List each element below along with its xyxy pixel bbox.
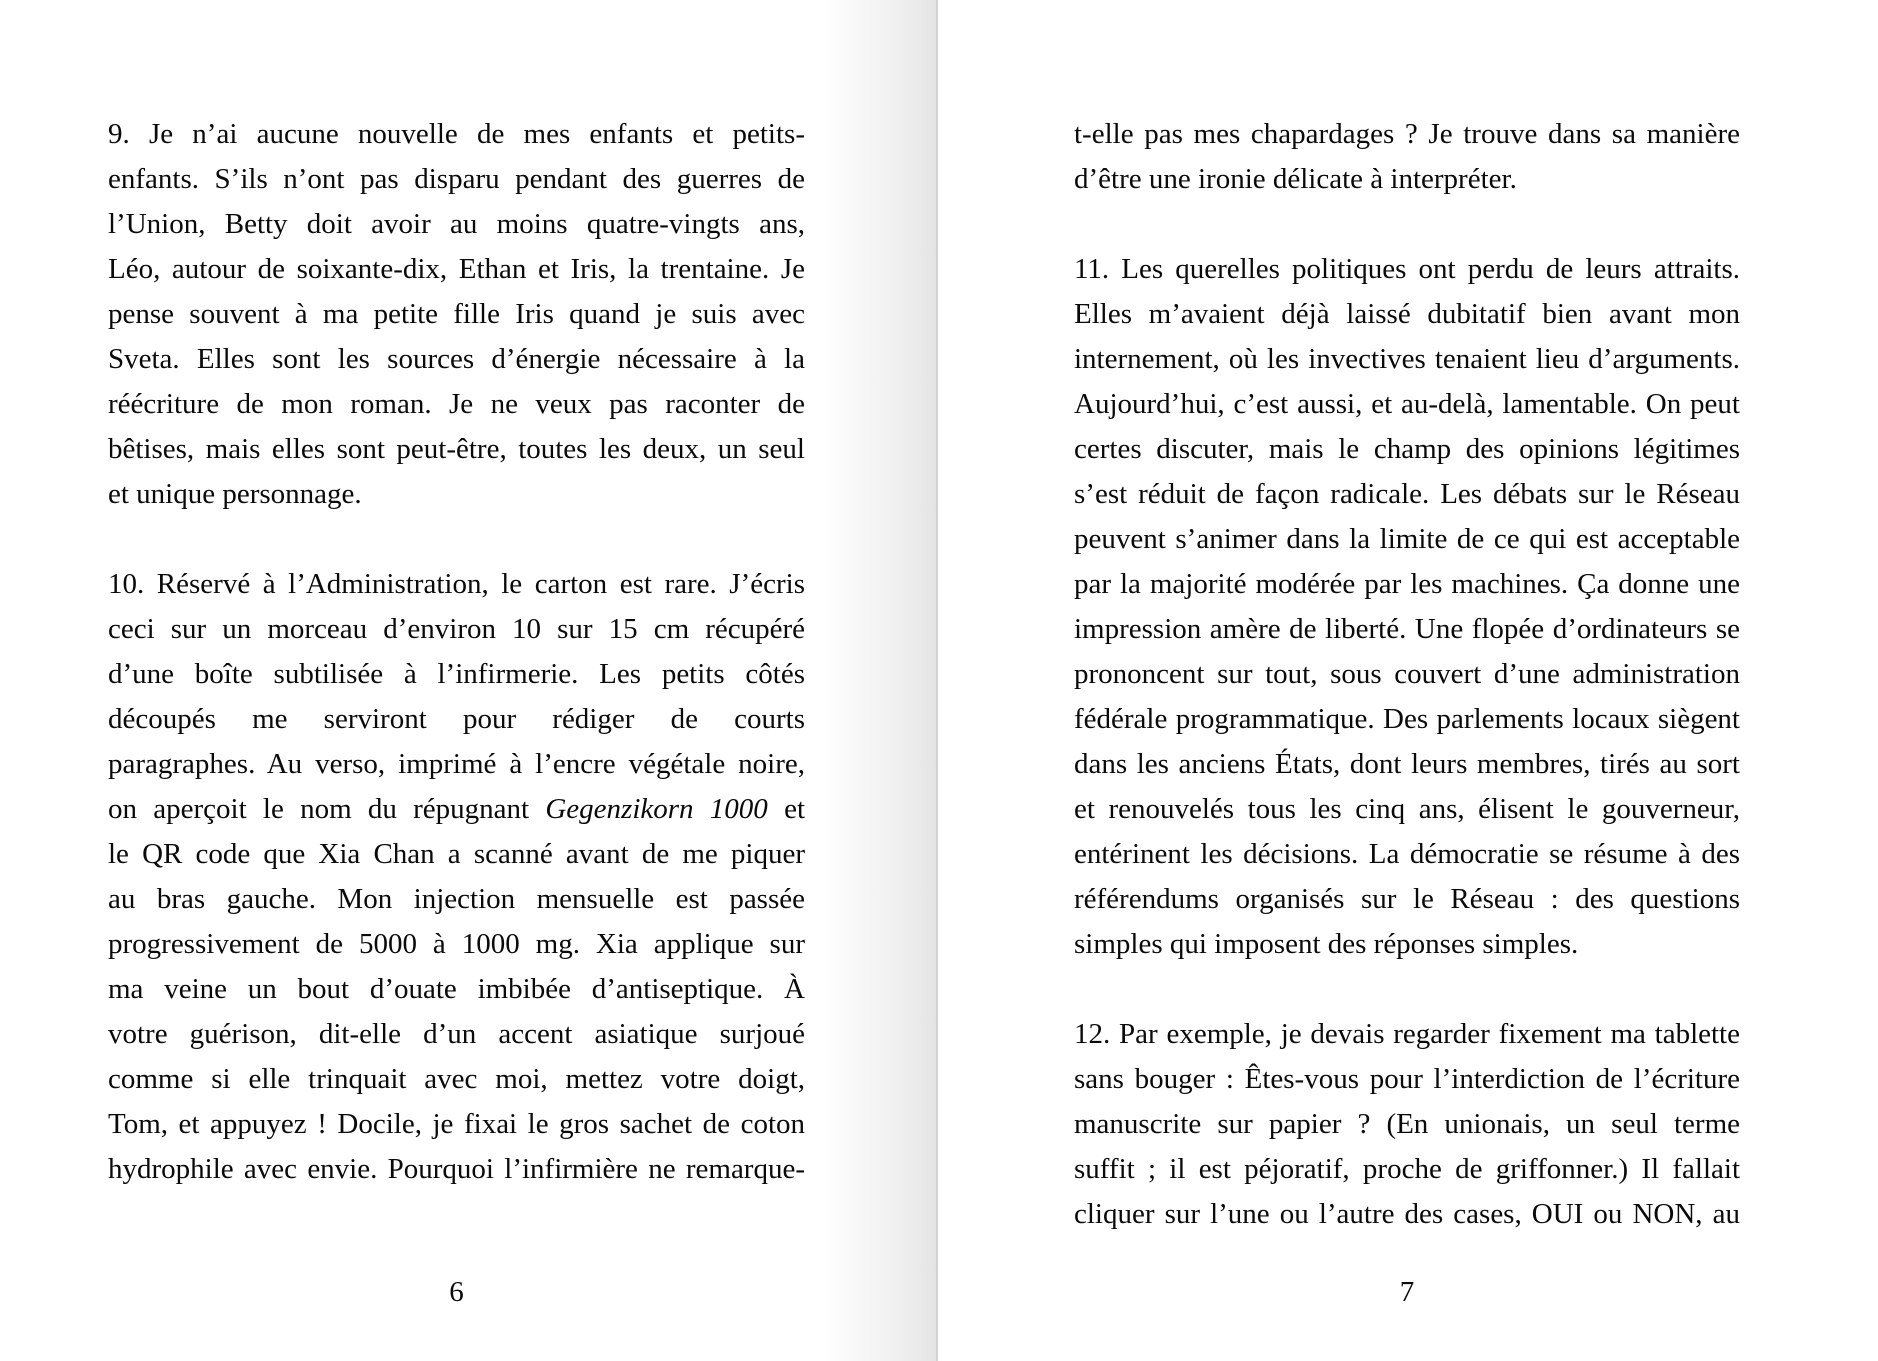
text-line: t-elle pas mes chapardages ? Je trouve dans sa manière bbox=[1074, 118, 1740, 150]
text-line: manuscrite sur papier ? (En unionais, un seul terme bbox=[1074, 1108, 1740, 1140]
paragraph bbox=[1074, 247, 1740, 967]
text-column bbox=[1074, 112, 1740, 1237]
text-line: et renouvelés tous les cinq ans, élisent le gouverneur, bbox=[1074, 793, 1740, 825]
text-line: Tom, et appuyez ! Docile, je fixai le gros sachet de coton bbox=[108, 1108, 805, 1140]
text-line: pense souvent à ma petite fille Iris quand je suis avec bbox=[108, 298, 805, 330]
text-line: hydrophile avec envie. Pourquoi l’infirmière ne remarque- bbox=[108, 1153, 805, 1185]
text-line: d’une boîte subtilisée à l’infirmerie. Les petits côtés bbox=[108, 658, 805, 690]
text-line: on aperçoit le nom du répugnant Gegenzikorn 1000 et bbox=[108, 793, 805, 825]
text-line: par la majorité modérée par les machines. Ça donne une bbox=[1074, 568, 1740, 600]
text-line: suffit ; il est péjoratif, proche de griffonner.) Il fallait bbox=[1074, 1153, 1740, 1185]
text-line: 12. Par exemple, je devais regarder fixement ma tablette bbox=[1074, 1018, 1740, 1050]
text-line: enfants. S’ils n’ont pas disparu pendant des guerres de bbox=[108, 163, 805, 195]
text-line: et unique personnage. bbox=[108, 478, 362, 510]
text-line: dans les anciens États, dont leurs membres, tirés au sort bbox=[1074, 748, 1740, 780]
text-line: d’être une ironie délicate à interpréter. bbox=[1074, 163, 1517, 195]
text-line: fédérale programmatique. Des parlements locaux siègent bbox=[1074, 703, 1740, 735]
text-line: ma veine un bout d’ouate imbibée d’antiseptique. À bbox=[108, 973, 805, 1005]
paragraph bbox=[108, 112, 805, 517]
text-line: certes discuter, mais le champ des opinions légitimes bbox=[1074, 433, 1740, 465]
text-line: ceci sur un morceau d’environ 10 sur 15 cm récupéré bbox=[108, 613, 805, 645]
text-line: peuvent s’animer dans la limite de ce qui est acceptable bbox=[1074, 523, 1740, 555]
text-line: Sveta. Elles sont les sources d’énergie nécessaire à la bbox=[108, 343, 805, 375]
text-line: prononcent sur tout, sous couvert d’une administration bbox=[1074, 658, 1740, 690]
text-line: sans bouger : Êtes-vous pour l’interdiction de l’écriture bbox=[1074, 1063, 1740, 1095]
text-line: 9. Je n’ai aucune nouvelle de mes enfants et petits- bbox=[108, 118, 805, 150]
text-line: découpés me serviront pour rédiger de courts bbox=[108, 703, 805, 735]
text-line: Aujourd’hui, c’est aussi, et au-delà, lamentable. On peut bbox=[1074, 388, 1740, 420]
paragraph bbox=[108, 562, 805, 1192]
text-line: Elles m’avaient déjà laissé dubitatif bien avant mon bbox=[1074, 298, 1740, 330]
text-line: 11. Les querelles politiques ont perdu de leurs attraits. bbox=[1074, 253, 1740, 285]
text-line: impression amère de liberté. Une flopée d’ordinateurs se bbox=[1074, 613, 1740, 645]
text-line: cliquer sur l’une ou l’autre des cases, OUI ou NON, au bbox=[1074, 1198, 1740, 1230]
text-line: 10. Réservé à l’Administration, le carton est rare. J’écris bbox=[108, 568, 805, 600]
text-line: votre guérison, dit-elle d’un accent asiatique surjoué bbox=[108, 1018, 805, 1050]
text-line: simples qui imposent des réponses simples. bbox=[1074, 928, 1579, 960]
text-line: progressivement de 5000 à 1000 mg. Xia applique sur bbox=[108, 928, 805, 960]
text-line: comme si elle trinquait avec moi, mettez votre doigt, bbox=[108, 1063, 805, 1095]
text-column bbox=[108, 112, 805, 1192]
gutter-shadow bbox=[822, 0, 936, 1361]
page-number: 6 bbox=[449, 1276, 464, 1308]
text-line: au bras gauche. Mon injection mensuelle est passée bbox=[108, 883, 805, 915]
text-line: l’Union, Betty doit avoir au moins quatre-vingts ans, bbox=[108, 208, 805, 240]
paragraph bbox=[1074, 1012, 1740, 1237]
paragraph bbox=[1074, 112, 1740, 202]
page-number: 7 bbox=[1399, 1276, 1415, 1308]
text-line: s’est réduit de façon radicale. Les débats sur le Réseau bbox=[1074, 478, 1740, 510]
text-line: entérinent les décisions. La démocratie se résume à des bbox=[1074, 838, 1740, 870]
text-line: paragraphes. Au verso, imprimé à l’encre végétale noire, bbox=[108, 748, 805, 780]
text-line: Léo, autour de soixante-dix, Ethan et Iris, la trentaine. Je bbox=[108, 253, 805, 285]
text-line: le QR code que Xia Chan a scanné avant de me piquer bbox=[108, 838, 805, 870]
text-line: référendums organisés sur le Réseau : des questions bbox=[1074, 883, 1740, 915]
text-line: internement, où les invectives tenaient lieu d’arguments. bbox=[1074, 343, 1740, 375]
page-edge-line bbox=[936, 0, 938, 1361]
text-line: bêtises, mais elles sont peut-être, toutes les deux, un seul bbox=[108, 433, 805, 465]
text-line: réécriture de mon roman. Je ne veux pas raconter de bbox=[108, 388, 805, 420]
